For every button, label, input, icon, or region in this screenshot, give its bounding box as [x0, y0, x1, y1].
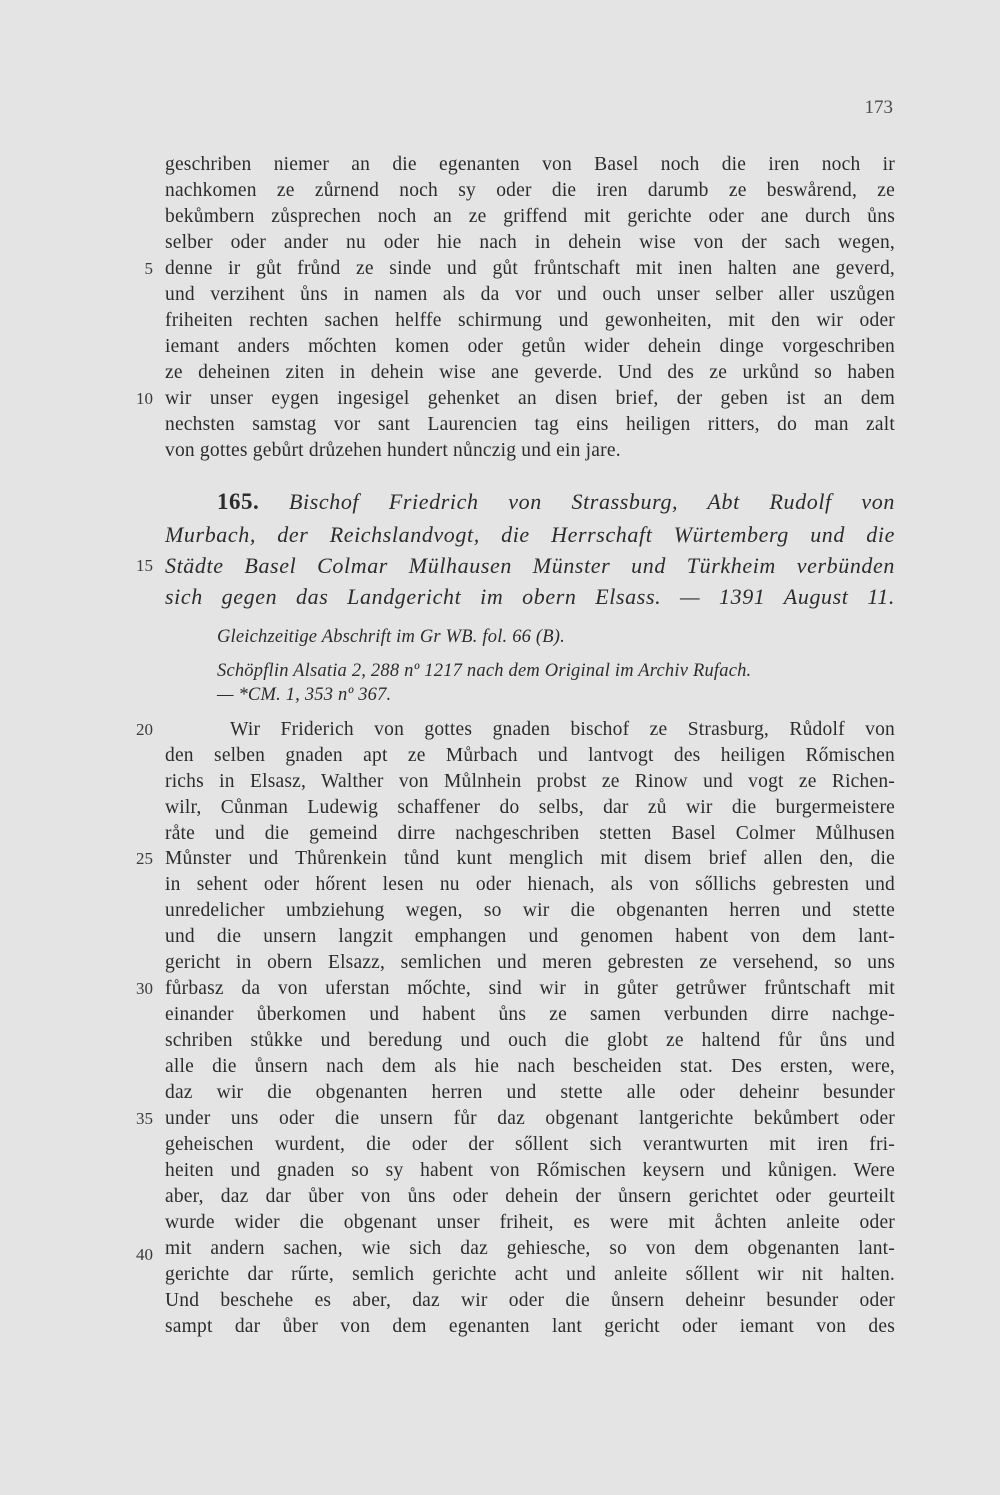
heading-line: Städte Basel Colmar Mülhausen Münster und Türkheim verbünden [165, 553, 895, 578]
text-line: schriben stůkke und beredung und ouch die globt ze haltend fůr ůns und [165, 1030, 895, 1051]
text-line: geheischen wurdent, die oder der sőllent sich verantwurten mit iren fri- [165, 1134, 895, 1155]
margin-line-number: 25 [136, 849, 153, 868]
text-line: richs in Elsasz, Walther von Můlnhein probst ze Rinow und vogt ze Richen- [165, 771, 895, 792]
margin-line-number: 20 [136, 720, 153, 739]
text-line: friheiten rechten sachen helffe schirmung und gewonheiten, mit den wir oder [165, 310, 895, 331]
text-line: wilr, Cůnman Ludewig schaffener do selbs, dar zů wir die burgermeistere [165, 797, 895, 818]
text-line: aber, daz dar ůber von ůns oder dehein der ůnsern gerichtet oder geurteilt [165, 1186, 895, 1207]
text-line: alle die ůnsern nach dem als hie nach bescheiden stat. Des ersten, were, [165, 1056, 895, 1077]
margin-line-number: 30 [136, 979, 153, 998]
text-line: selber oder ander nu oder hie nach in dehein wise von der sach wegen, [165, 232, 895, 253]
text-line: in sehent oder hőrent lesen nu oder hienach, als von sőllichs gebresten und [165, 874, 895, 895]
page-number: 173 [864, 97, 893, 118]
text-line: einander ůberkomen und habent ůns ze samen verbunden dirre nachge- [165, 1004, 895, 1025]
text-line: bekůmbern zůsprechen noch an ze griffend mit gerichte oder ane durch ůns [165, 206, 895, 227]
margin-line-number: 40 [136, 1245, 153, 1264]
text-line: wurde wider die obgenant unser friheit, es were mit åchten anleite oder [165, 1212, 895, 1233]
text-line: unredelicher umbziehung wegen, so wir die obgenanten herren und stette [165, 900, 895, 921]
margin-line-number: 35 [136, 1109, 153, 1128]
text-line: ze deheinen ziten in dehein wise ane geverde. Und des ze urkůnd so haben [165, 362, 895, 383]
text-line: denne ir gůt frůnd ze sinde und gůt frůntschaft mit inen halten ane geverd, [165, 258, 895, 279]
text-line: geschriben niemer an die egenanten von Basel noch die iren noch ir [165, 154, 895, 175]
text-line: gerichte dar rűrte, semlich gerichte acht und anleite sőllent wir nit halten. [165, 1264, 895, 1285]
source-line: Schöpflin Alsatia 2, 288 nº 1217 nach dem Original im Archiv Rufach. [217, 661, 752, 681]
source-line: Gleichzeitige Abschrift im Gr WB. fol. 66 (B). [217, 627, 565, 647]
text-line: und die unsern langzit emphangen und genomen habent von dem lant- [165, 926, 895, 947]
text-line: Und beschehe es aber, daz wir oder die ůnsern deheinr besunder oder [165, 1290, 895, 1311]
text-line: iemant anders mőchten komen oder getůn wider dehein dinge vorgeschriben [165, 336, 895, 357]
text-line: gericht in obern Elsazz, semlichen und meren gebresten ze versehend, so uns [165, 952, 895, 973]
heading-line: sich gegen das Landgericht im obern Elsass. — 1391 August 11. [165, 584, 895, 609]
text-line: daz wir die obgenanten herren und stette alle oder deheinr besunder [165, 1082, 895, 1103]
text-line: wir unser eygen ingesigel gehenket an disen brief, der geben ist an dem [165, 388, 895, 409]
text-line: von gottes gebůrt drůzehen hundert nůnczig und ein jare. [165, 440, 621, 461]
text-line: heiten und gnaden so sy habent von Rőmischen keysern und kůnigen. Were [165, 1160, 895, 1181]
document-number: 165. [217, 489, 260, 514]
text-line: den selben gnaden apt ze Můrbach und lantvogt des heiligen Rőmischen [165, 745, 895, 766]
source-line: — *CM. 1, 353 nº 367. [217, 685, 392, 705]
text-line: under uns oder die unsern fůr daz obgenant lantgerichte bekůmbert oder [165, 1108, 895, 1129]
text-line: nachkomen ze zůrnend noch sy oder die iren darumb ze beswårend, ze [165, 180, 895, 201]
text-line: fůrbasz da von uferstan mőchte, sind wir in gůter getrůwer frůntschaft mit [165, 978, 895, 999]
text-line: Wir Friderich von gottes gnaden bischof ze Strasburg, Růdolf von [230, 719, 895, 740]
text-line: sampt dar ůber von dem egenanten lant gericht oder iemant von des [165, 1316, 895, 1337]
text-line: nechsten samstag vor sant Laurencien tag eins heiligen ritters, do man zalt [165, 414, 895, 435]
margin-line-number: 10 [136, 389, 153, 408]
margin-line-number: 5 [144, 259, 153, 278]
text-line: Můnster und Thůrenkein tůnd kunt menglich mit disem brief allen den, die [165, 848, 895, 869]
text-line: und verzihent ůns in namen als da vor und ouch unser selber aller uszůgen [165, 284, 895, 305]
text-line: råte und die gemeind dirre nachgeschriben stetten Basel Colmer Můlhusen [165, 823, 895, 844]
heading-line: Murbach, der Reichslandvogt, die Herrschaft Würtemberg und die [165, 522, 895, 547]
text-line: mit andern sachen, wie sich daz gehiesche, so von dem obgenanten lant- [165, 1238, 895, 1259]
heading-text: Bischof Friedrich von Strassburg, Abt Rudolf von [288, 489, 895, 514]
margin-line-number: 15 [136, 556, 153, 575]
heading-line [217, 487, 895, 517]
